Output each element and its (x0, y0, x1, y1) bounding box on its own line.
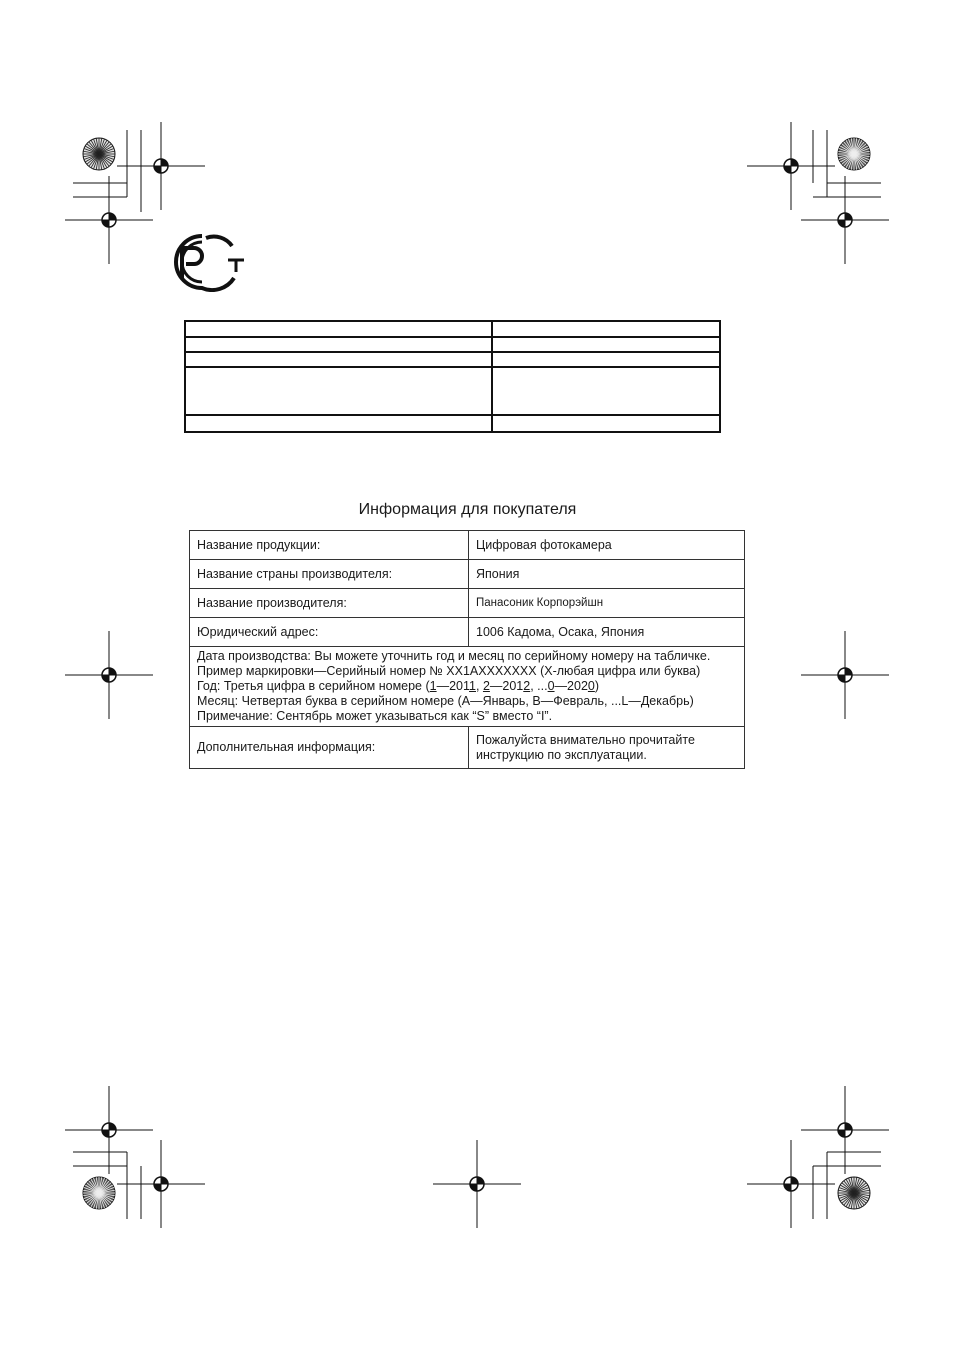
registration-crosshair (65, 1086, 153, 1174)
registration-crosshair (117, 122, 205, 210)
product-name-value: Цифровая фотокамера (469, 531, 745, 560)
color-target-disc (83, 1177, 115, 1209)
registration-crosshair (801, 631, 889, 719)
date-note-year-line: Год: Третья цифра в серийном номере (1—2011, 2—2012, ...0—2020) (197, 679, 600, 693)
blank-table (184, 320, 721, 433)
registration-crosshair (801, 1086, 889, 1174)
table-row (190, 647, 745, 727)
registration-crosshair (433, 1140, 521, 1228)
table-row (190, 589, 745, 618)
country-value: Япония (469, 560, 745, 589)
color-target-disc (83, 138, 115, 170)
info-table (189, 530, 745, 769)
table-row (185, 367, 720, 415)
table-row (190, 618, 745, 647)
pct-certification-logo (172, 232, 246, 292)
date-note-line: Месяц: Четвертая буква в серийном номере (A—Январь, B—Февраль, ...L—Декабрь) (197, 694, 694, 708)
country-label: Название страны производителя: (190, 560, 469, 589)
product-name-label: Название продукции: (190, 531, 469, 560)
registration-crosshair (65, 631, 153, 719)
extra-info-label: Дополнительная информация: (190, 727, 469, 769)
manufacturer-label: Название производителя: (190, 589, 469, 618)
table-row (185, 321, 720, 337)
date-note-line: Дата производства: Вы можете уточнить год и месяц по серийному номеру на табличке. (197, 649, 711, 663)
date-note-line: Примечание: Сентябрь может указываться как “S” вместо “I”. (197, 709, 553, 723)
table-row (190, 560, 745, 589)
address-label: Юридический адрес: (190, 618, 469, 647)
registration-crosshair (747, 1140, 835, 1228)
table-row (185, 337, 720, 352)
info-title: Информация для покупателя (358, 501, 577, 518)
table-row (185, 415, 720, 432)
table-row (190, 727, 745, 769)
table-row (185, 352, 720, 367)
extra-info-value: Пожалуйста внимательно прочитайте инструкцию по эксплуатации. (469, 727, 745, 769)
production-date-note (190, 647, 745, 727)
color-target-disc (838, 1177, 870, 1209)
registration-crosshair (117, 1140, 205, 1228)
date-note-line: Пример маркировки—Серийный номер № XX1AXXXXXXX (X-любая цифра или буква) (197, 664, 701, 678)
address-value: 1006 Кадома, Осака, Япония (469, 618, 745, 647)
table-row (190, 531, 745, 560)
color-target-disc (838, 138, 870, 170)
registration-crosshair (801, 176, 889, 264)
registration-crosshair (65, 176, 153, 264)
manufacturer-value: Панасоник Корпорэйшн (469, 589, 745, 618)
